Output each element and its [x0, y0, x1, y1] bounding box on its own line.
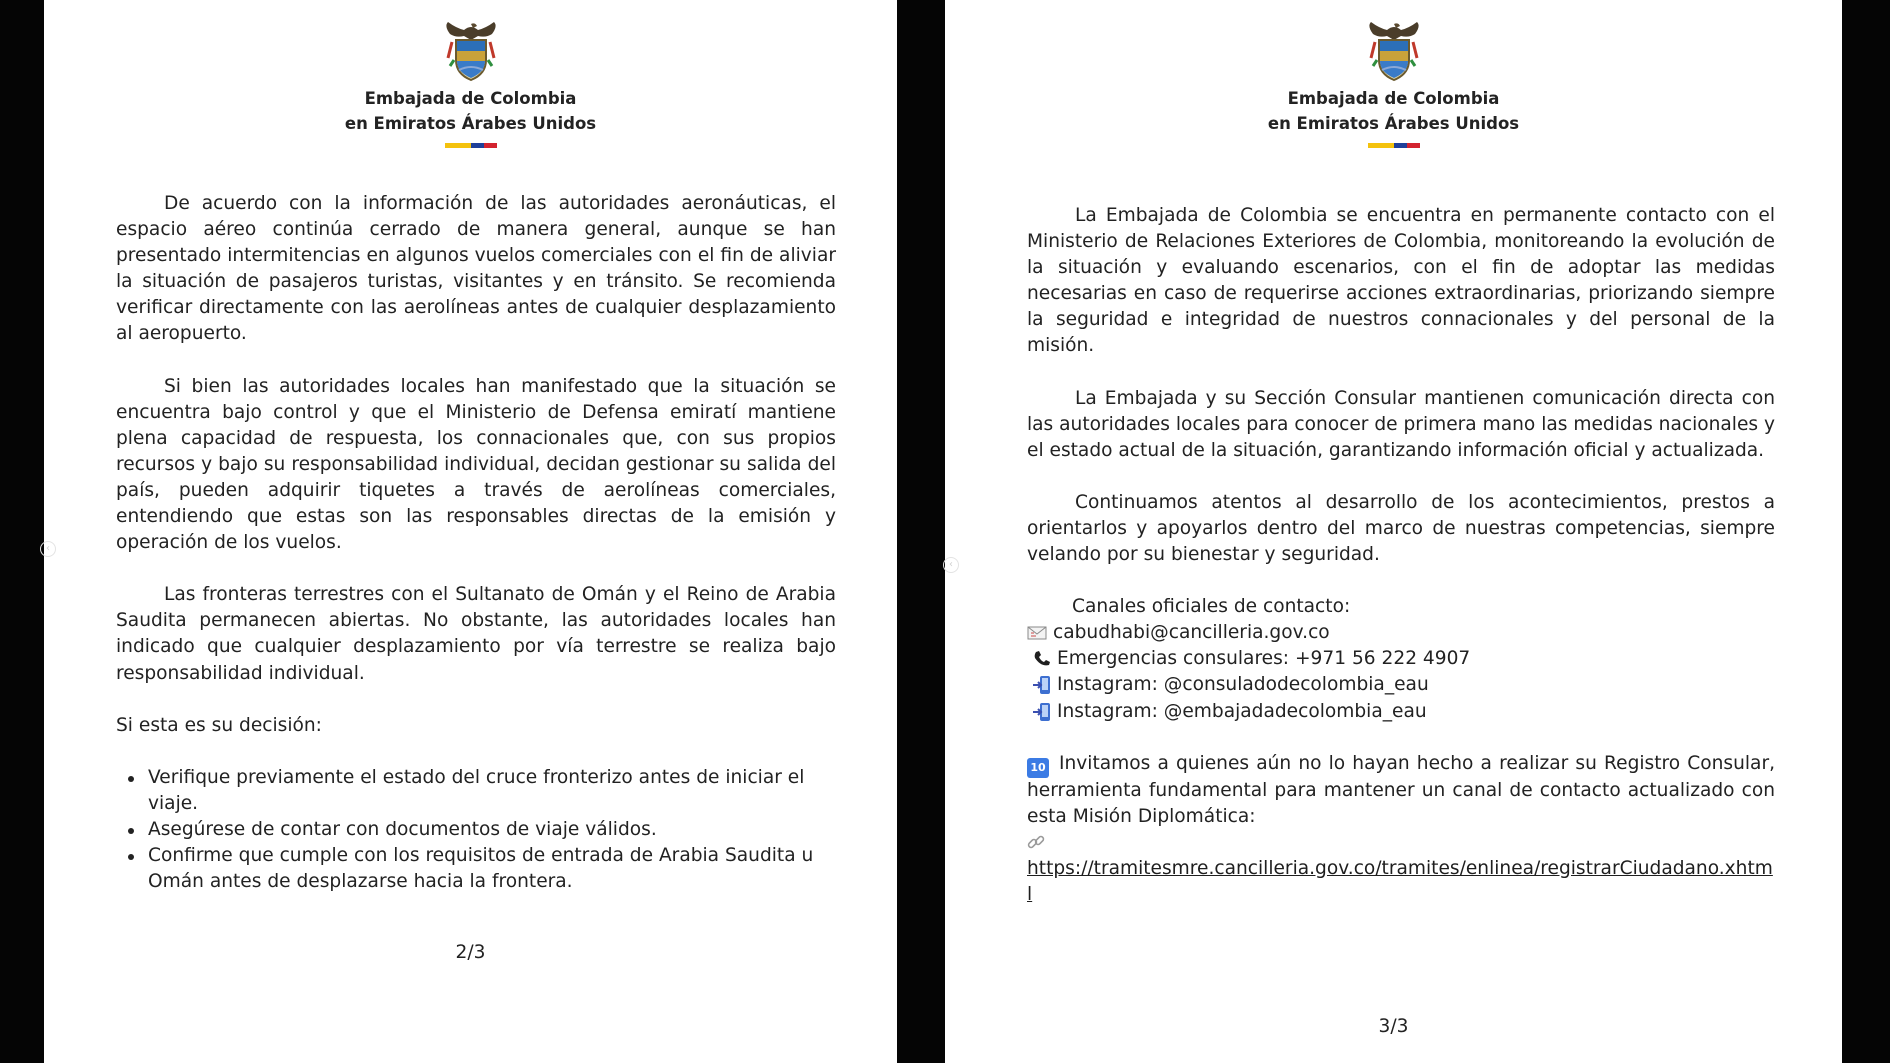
page-2-body — [116, 191, 836, 895]
embassy-name-line-2: en Emiratos Árabes Unidos — [1267, 114, 1520, 133]
chevron-left-icon[interactable]: ‹ — [943, 557, 959, 573]
colombia-coat-of-arms-icon — [1365, 20, 1423, 82]
document-page-2 — [44, 0, 897, 1063]
document-page-3 — [945, 0, 1842, 1063]
paragraph-airspace: De acuerdo con la información de las autoridades aeronáuticas, el espacio aéreo continúa cerrado de manera general, aunque se han presentado intermitencias en algunos vuelos comerciales con el fin de aliviar la situación de pasajeros turistas, visitantes y en tránsito. Se recomienda verificar directamente con las aerolíneas antes de cualquier desplazamiento al aeropuerto. — [116, 193, 836, 345]
flag-yellow — [1368, 143, 1394, 148]
link-icon-row — [1027, 830, 1775, 856]
contact-channels — [1027, 594, 1775, 724]
flag-red — [484, 143, 497, 148]
recommendations-list — [116, 765, 836, 895]
flag-blue — [471, 143, 484, 148]
page-number: 2/3 — [455, 942, 486, 963]
flag-red — [1407, 143, 1420, 148]
paragraph-land-borders: Las fronteras terrestres con el Sultanato de Omán y el Reino de Arabia Saudita permanecen abiertas. No obstante, las autoridades locales han indicado que cualquier desplazamiento por vía terrestre se realiza bajo responsabilidad individual. — [116, 584, 836, 684]
contact-instagram-embajada[interactable] — [1027, 699, 1775, 725]
keycap-ten-icon: 10 — [1027, 758, 1049, 778]
contact-email[interactable] — [1027, 620, 1775, 646]
instagram-consulado: Instagram: @consuladodecolombia_eau — [1057, 674, 1429, 696]
contact-instagram-consulado[interactable] — [1027, 672, 1775, 698]
paragraph-consular-section: La Embajada y su Sección Consular mantienen comunicación directa con las autoridades locales para conocer de primera mano las medidas nacionales y el estado actual de la situación, garantizando información oficial y actualizada. — [1027, 387, 1775, 461]
instagram-embajada: Instagram: @embajadadecolombia_eau — [1057, 700, 1427, 722]
paragraph-continued-attention: Continuamos atentos al desarrollo de los acontecimientos, prestos a orientarlos y apoyarlos dentro del marco de nuestras competencias, siempre velando por su bienestar y seguridad. — [1027, 491, 1775, 566]
contact-phone[interactable] — [1027, 646, 1775, 672]
page-3-body — [1027, 203, 1775, 908]
embassy-name-line-2: en Emiratos Árabes Unidos — [344, 114, 597, 133]
list-item: Confirme que cumple con los requisitos de entrada de Arabia Saudita u Omán antes de desplazarse hacia la frontera. — [148, 843, 836, 895]
colombia-flag-bar — [445, 143, 497, 148]
embassy-header — [945, 20, 1842, 148]
decision-intro: Si esta es su decisión: — [116, 714, 322, 736]
embassy-name-line-1: Embajada de Colombia — [1287, 89, 1500, 108]
emergency-phone: Emergencias consulares: +971 56 222 4907 — [1057, 648, 1471, 670]
colombia-flag-bar — [1368, 143, 1420, 148]
list-item: Asegúrese de contar con documentos de viaje válidos. — [148, 817, 836, 843]
flag-blue — [1394, 143, 1407, 148]
paragraph-ministry-contact: La Embajada de Colombia se encuentra en permanente contacto con el Ministerio de Relaciones Exteriores de Colombia, monitoreando la evolución de la situación y evaluando escenarios, con el fin de adoptar las medidas necesarias en caso de requerirse acciones extraordinarias, priorizando siempre la seguridad e integridad de nuestros connacionales y del personal de la misión. — [1027, 205, 1775, 357]
registration-invitation: Invitamos a quienes aún no lo hayan hecho a realizar su Registro Consular, herramienta fundamental para mantener un canal de contacto actualizado con esta Misión Diplomática: — [1027, 752, 1775, 827]
embassy-header — [44, 20, 897, 148]
paragraph-local-authorities: Si bien las autoridades locales han manifestado que la situación se encuentra bajo control y que el Ministerio de Defensa emiratí mantiene plena capacidad de respuesta, los connacionales que, con sus propios recursos y bajo su responsabilidad individual, decidan gestionar su salida del país, pueden adquirir tiquetes a través de aerolíneas comerciales, entendiendo que estas son las responsables directas de la emisión y operación de los vuelos. — [116, 375, 836, 554]
flag-yellow — [445, 143, 471, 148]
mobile-phone-arrow-icon — [1033, 675, 1051, 695]
email-address: cabudhabi@cancilleria.gov.co — [1053, 622, 1330, 644]
contacts-heading: Canales oficiales de contacto: — [1072, 596, 1351, 618]
envelope-icon — [1027, 626, 1047, 640]
telephone-icon — [1033, 650, 1051, 668]
registro-consular-link[interactable]: https://tramitesmre.cancilleria.gov.co/tramites/enlinea/registrarCiudadano.xhtml — [1027, 857, 1773, 905]
mobile-phone-arrow-icon — [1033, 702, 1051, 722]
list-item: Verifique previamente el estado del cruce fronterizo antes de iniciar el viaje. — [148, 765, 836, 817]
embassy-name-line-1: Embajada de Colombia — [364, 89, 577, 108]
chevron-left-icon[interactable]: ‹ — [40, 541, 56, 557]
link-chain-icon — [1027, 834, 1045, 852]
registration-text-block — [1027, 751, 1775, 830]
page-number: 3/3 — [1378, 1016, 1409, 1037]
colombia-coat-of-arms-icon — [442, 20, 500, 82]
consular-registration — [1027, 751, 1775, 908]
